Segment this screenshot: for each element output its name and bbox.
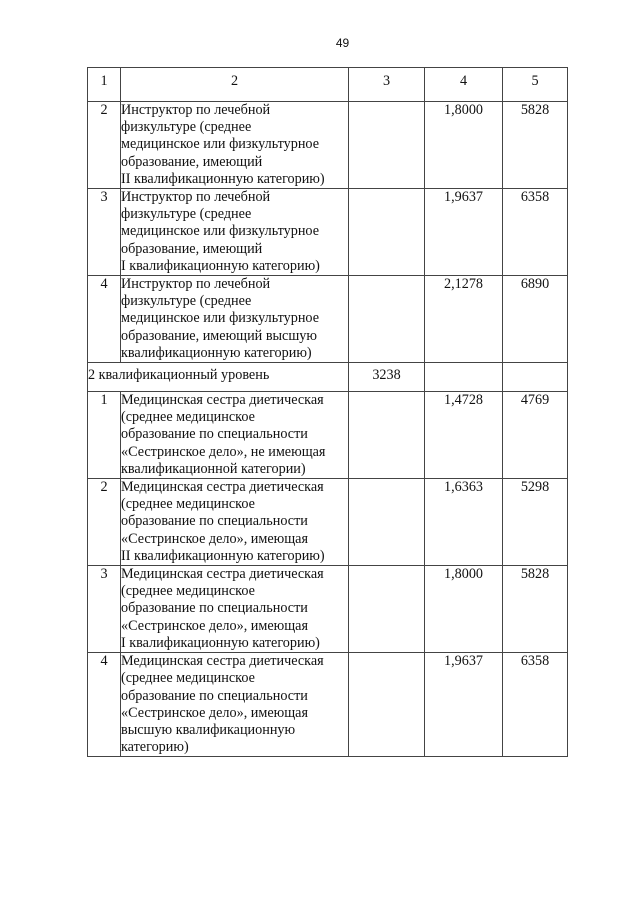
row-number: 4: [88, 276, 121, 363]
base-salary-cell: [349, 566, 425, 653]
salary: 6358: [503, 653, 568, 757]
column-header: 2: [121, 68, 349, 102]
table-header-row: [88, 68, 568, 102]
coefficient: 1,6363: [425, 479, 503, 566]
row-number: 4: [88, 653, 121, 757]
base-salary-cell: [349, 189, 425, 276]
salary: 4769: [503, 392, 568, 479]
row-number: 3: [88, 189, 121, 276]
table-row: [88, 392, 568, 479]
base-salary-cell: [349, 276, 425, 363]
position-description: Инструктор по лечебной физкультуре (среднее медицинское или физкультурное образование, имеющий I квалификационную категорию): [121, 189, 349, 276]
base-salary-cell: [349, 653, 425, 757]
coefficient: 2,1278: [425, 276, 503, 363]
salary: 6358: [503, 189, 568, 276]
coefficient: 1,8000: [425, 566, 503, 653]
salary-table: [87, 67, 568, 757]
coefficient: 1,9637: [425, 653, 503, 757]
row-number: 3: [88, 566, 121, 653]
row-number: 1: [88, 392, 121, 479]
table-row: [88, 189, 568, 276]
position-description: Инструктор по лечебной физкультуре (среднее медицинское или физкультурное образование, имеющий высшую квалификационную категорию): [121, 276, 349, 363]
page-number: 49: [335, 36, 350, 50]
salary: 5828: [503, 566, 568, 653]
column-header: 3: [349, 68, 425, 102]
base-salary-cell: [349, 102, 425, 189]
salary: 6890: [503, 276, 568, 363]
table-row: [88, 276, 568, 363]
table-row: [88, 102, 568, 189]
position-description: Медицинская сестра диетическая (среднее медицинское образование по специальности «Сестринское дело», имеющая I квалификационную категорию): [121, 566, 349, 653]
table-row: [88, 566, 568, 653]
column-header: 5: [503, 68, 568, 102]
table-row: [88, 479, 568, 566]
position-description: Медицинская сестра диетическая (среднее медицинское образование по специальности «Сестринское дело», имеющая высшую квалификационную категорию): [121, 653, 349, 757]
base-salary-cell: [349, 479, 425, 566]
table-row: [88, 653, 568, 757]
row-number: 2: [88, 102, 121, 189]
qualification-level-label: 2 квалификационный уровень: [88, 363, 349, 392]
position-description: Медицинская сестра диетическая (среднее медицинское образование по специальности «Сестринское дело», имеющая II квалификационную категорию): [121, 479, 349, 566]
qualification-level-row: [88, 363, 568, 392]
column-header: 4: [425, 68, 503, 102]
salary: 5298: [503, 479, 568, 566]
column-header: 1: [88, 68, 121, 102]
qualification-level-base-salary: 3238: [349, 363, 425, 392]
coefficient: 1,9637: [425, 189, 503, 276]
empty-cell: [425, 363, 503, 392]
row-number: 2: [88, 479, 121, 566]
empty-cell: [503, 363, 568, 392]
coefficient: 1,4728: [425, 392, 503, 479]
position-description: Медицинская сестра диетическая (среднее медицинское образование по специальности «Сестринское дело», не имеющая квалификационной категории): [121, 392, 349, 479]
base-salary-cell: [349, 392, 425, 479]
position-description: Инструктор по лечебной физкультуре (среднее медицинское или физкультурное образование, имеющий II квалификационную категорию): [121, 102, 349, 189]
salary: 5828: [503, 102, 568, 189]
coefficient: 1,8000: [425, 102, 503, 189]
